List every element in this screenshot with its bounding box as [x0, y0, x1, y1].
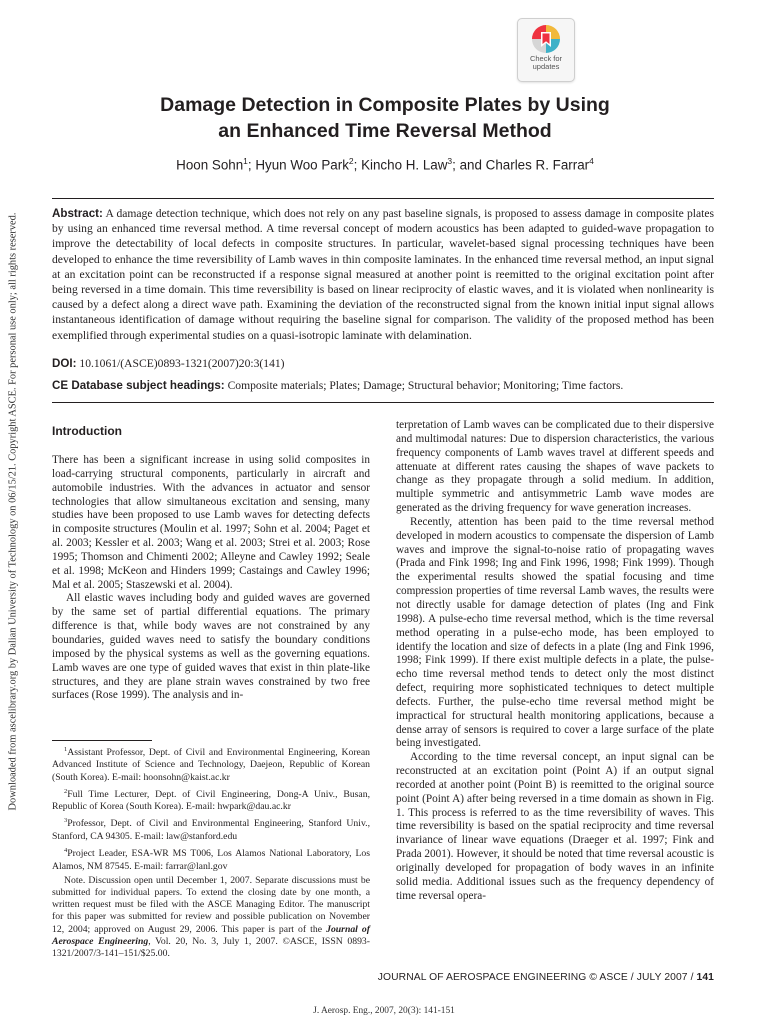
author-affiliation-mark: 3 — [447, 156, 453, 166]
author-separator: ; and — [452, 157, 486, 173]
top-rule — [52, 198, 714, 199]
body-paragraph: According to the time reversal concept, an input signal can be reconstructed at an excitation point (Point A) if an output signal recorded at another point (Point B) is reemitted to the original source point (Point A) after being reversed in a time domain as shown in Fig. 1. This process is referred to as the time reversibility of waves. This time reversibility is based on the spatial reciprocity and time reversal invariance of linear wave equations (Draeger et al. 1997; Fink and Prada 2001). However, it should be noted that time reversal acoustic is originally developed for propagation of body waves in an infinite solid media. Additional issues such as the frequency dependency of time reversal opera- — [396, 751, 714, 902]
author-separator: ; — [353, 157, 362, 173]
journal-name: Journal of Aerospace Engineering — [52, 923, 370, 947]
page-number: 141 — [696, 972, 714, 983]
badge-label-line1: Check for — [529, 54, 563, 63]
footnote — [52, 786, 370, 814]
left-column — [52, 424, 370, 703]
author-affiliation-mark: 2 — [348, 156, 354, 166]
badge-label-line2: updates — [532, 62, 560, 71]
header-bottom-rule — [52, 402, 714, 403]
discussion-note — [52, 875, 370, 960]
footnote-mark: 2 — [64, 787, 68, 795]
footnote — [52, 845, 370, 873]
author-name: Hyun Woo Park — [255, 157, 349, 173]
footnote-mark: 4 — [64, 847, 68, 855]
body-paragraph: All elastic waves including body and guided waves are governed by the same set of partial differential equations. The primary difference is that, while body waves are not constrained by any boundaries, guided waves need to satisfy the boundary conditions imposed by the physical systems as well as the governing equations. Lamb waves are one type of guided waves that exist in thin plate-like structures, and they are plane strain waves constrained by two free surfaces (Rose 1999). The analysis and in- — [52, 592, 370, 702]
author-affiliation-mark: 4 — [589, 156, 594, 166]
footnote — [52, 744, 370, 784]
author-list — [60, 156, 710, 172]
footnote-text: Professor, Dept. of Civil and Environmental Engineering, Stanford Univ., Stanford, CA 94305. E-mail: law@stanford.edu — [52, 818, 370, 842]
footnote-mark: 1 — [64, 746, 68, 753]
crossmark-bookmark-icon — [531, 24, 561, 54]
author-name: Kincho H. Law — [361, 157, 448, 173]
paper-title — [60, 92, 710, 144]
author-separator: ; — [247, 157, 256, 173]
footnote — [52, 815, 370, 843]
running-footer-text: JOURNAL OF AEROSPACE ENGINEERING © ASCE / JULY 2007 / — [377, 972, 697, 983]
author-name: Charles R. Farrar — [485, 157, 590, 173]
abstract-text: A damage detection technique, which does not rely on any past baseline signals, is proposed to assess damage in composite plates by using an enhanced time reversal method. A time reversal concept of modern acoustics has been adapted to guided-wave propagation to improve the detectability of local defects in composite structures. In particular, wavelet-based signal processing techniques have been developed to enhance the time reversibility of Lamb waves in thin composite laminates. In the enhanced time reversal method, an input signal at an excitation point can be reconstructed if a response signal measured at another point is reemitted to the original excitation point after being reversed in a time domain. This time reversibility is based on linear reciprocity of elastic waves, and it is violated when nonlinearity is caused by a defect along a direct wave path. Examining the deviation of the reconstructed signal from the known initial input signal allows instantaneous identification of damage without requiring the baseline signal for comparison. The validity of the proposed method has been exemplified through experimental studies on a quasi-isotropic laminate with delamination. — [52, 207, 715, 342]
title-line-2: an Enhanced Time Reversal Method — [218, 120, 552, 142]
footnote-text: Full Time Lecturer, Dept. of Civil Engineering, Dong-A Univ., Busan, Republic of Korea (South Korea). E-mail: hwpark@dau.ac.kr — [52, 789, 370, 813]
note-text-end: , Vol. 20, No. 3, July 1, 2007. ©ASCE, ISSN 0893-1321/2007/3-141–151/$25.00. — [52, 935, 370, 959]
check-for-updates-badge[interactable] — [517, 18, 575, 82]
note-text: Note. Discussion open until December 1, 2007. Separate discussions must be submitted for individual papers. To extend the closing date by one month, a written request must be filed with the ASCE Managing Editor. The manuscript for this paper was submitted for review and possible publication on November 12, 2004; approved on August 29, 2006. This paper is part of the — [52, 874, 370, 935]
footnote-mark: 3 — [64, 817, 68, 825]
citation-line: J. Aerosp. Eng., 2007, 20(3): 141-151 — [313, 1006, 455, 1016]
author-name: Hoon Sohn — [176, 157, 244, 173]
footnote-text: Assistant Professor, Dept. of Civil and Environmental Engineering, Korean Advanced Institute of Science and Technology, Daejeon, Republic of Korean (South Korea). E-mail: hoonsohn@kaist.ac.kr — [52, 747, 370, 783]
author-affiliation-mark: 1 — [243, 156, 248, 166]
title-line-1: Damage Detection in Composite Plates by Using — [160, 94, 610, 116]
footnotes — [52, 744, 370, 962]
doi-line — [52, 356, 714, 371]
abstract-label: Abstract: — [52, 207, 103, 220]
download-notice: Downloaded from ascelibrary.org by Dalian University of Technology on 06/15/21. Copyright ASCE. For personal use only; all rights reserved. — [7, 212, 19, 811]
footnote-text: Project Leader, ESA-WR MS T006, Los Alamos National Laboratory, Los Alamos, NM 87545. E-mail: farrar@lanl.gov — [52, 848, 370, 872]
ce-headings-label: CE Database subject headings: — [52, 379, 225, 392]
footnote-rule — [52, 740, 152, 741]
running-footer — [52, 972, 714, 983]
doi-label: DOI: — [52, 357, 77, 370]
body-paragraph: terpretation of Lamb waves can be complicated due to their dispersive and multimodal natures: Due to dispersion characteristics, the various frequency components of Lamb waves travel at different speeds and attenuate at different rates causing the shapes of wave packets to change as they propagate through a solid medium. In addition, multiple symmetric and antisymmetric Lamb wave modes are generated as the driving frequency for wave generation increases. — [396, 419, 714, 515]
section-heading-introduction: Introduction — [52, 424, 122, 438]
right-column — [396, 419, 714, 904]
ce-subject-headings — [52, 378, 714, 393]
ce-headings-value: Composite materials; Plates; Damage; Structural behavior; Monitoring; Time factors. — [227, 379, 624, 392]
doi-link[interactable]: 10.1061/(ASCE)0893-1321(2007)20:3(141) — [79, 357, 285, 370]
abstract — [52, 206, 714, 343]
body-paragraph: There has been a significant increase in using solid composites in load-carrying structural components, particularly in aircraft and automobile industries. With the advances in actuator and sensor technologies that allow simultaneous excitation and sensing, many studies have been proposed to use Lamb waves for detecting defects in composite structures (Moulin et al. 1997; Sohn et al. 2004; Paget et al. 2003; Kessler et al. 2003; Wang et al. 2003; Strei et al. 2003; Rose 1995; Thomson and Chimenti 2002; Alleyne and Cawley 1992; Seale et al. 1998; McKeon and Hinders 1999; Castaings and Cawley 1996; Mal et al. 2005; Staszewski et al. 2004). — [52, 454, 370, 591]
body-paragraph: Recently, attention has been paid to the time reversal method developed in modern acoustics to compensate the dispersion of Lamb waves and improve the signal-to-noise ratio of propagating waves (Prada and Fink 1998; Ing and Fink 1996, 1998; Fink 1999). Though the experimental results showed the spatial focusing and time compression properties of time reversal Lamb waves, the results were not directly usable for damage detection of plates (Ing and Fink 1998). A pulse-echo time reversal method, which is the time reversal method operating in a pulse-echo mode, has been employed to identify the location and size of defects in a plate (Ing and Fink 1996, 1998; Fink 1999). If there exist multiple defects in a plate, the pulse-echo time reversal method tends to detect only the most distinct defect, requiring more sophisticated techniques to detect multiple defects. Further, the pulse-echo time reversal method might be impractical for structural health monitoring applications, because a dense array of sensors is required to cover a large surface of the plate being investigated. — [396, 515, 714, 750]
